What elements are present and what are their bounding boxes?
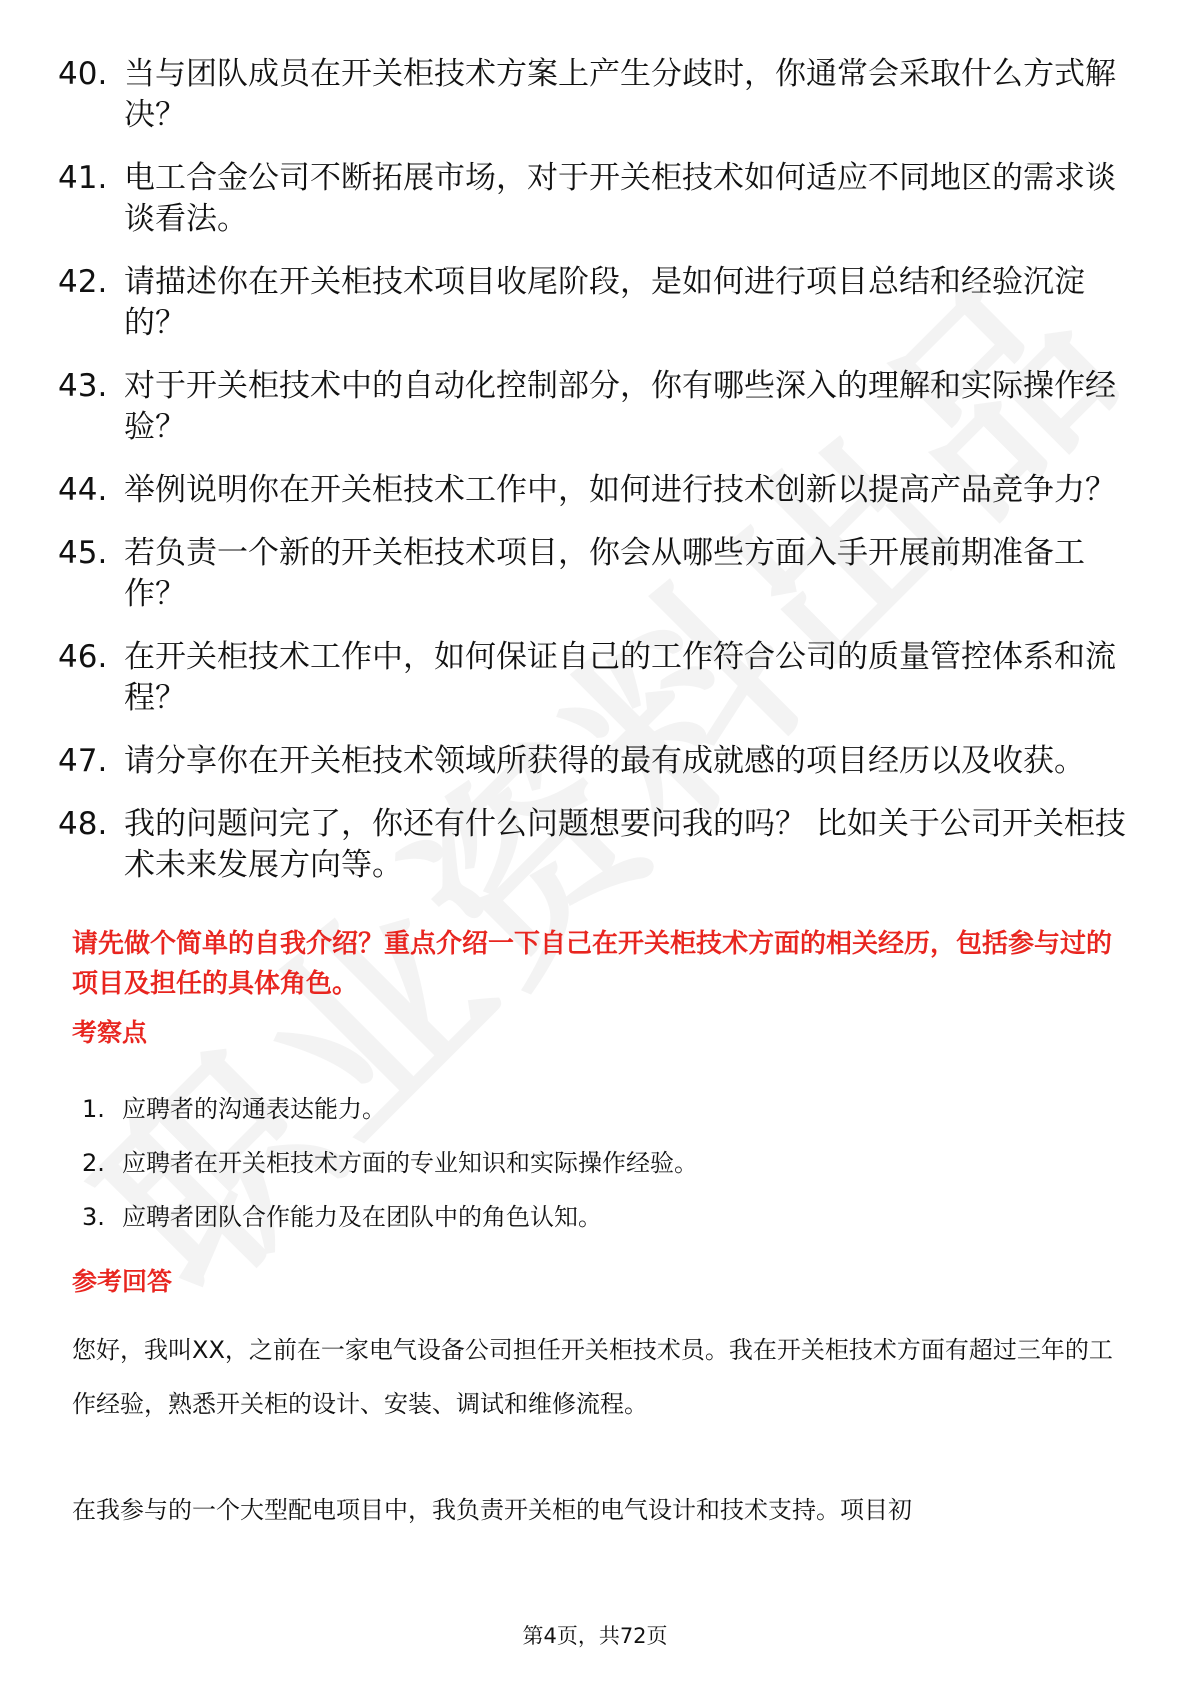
question-text: 在开关柜技术工作中，如何保证自己的工作符合公司的质量管控体系和流程？: [124, 639, 1116, 716]
question-list: [58, 54, 1138, 908]
question-item: [58, 470, 1138, 511]
reference-paragraph: 您好，我叫XX，之前在一家电气设备公司担任开关柜技术员。我在开关柜技术方面有超过三年的工作经验，熟悉开关柜的设计、安装、调试和维修流程。: [72, 1336, 1113, 1418]
question-number: 44.: [58, 472, 108, 508]
reference-heading: 参考回答: [72, 1267, 173, 1296]
assessment-number: 3.: [82, 1203, 105, 1231]
assessment-number: 1.: [82, 1095, 105, 1123]
question-item: [58, 158, 1138, 240]
question-item: [58, 54, 1138, 136]
question-item: [58, 262, 1138, 344]
assessment-text: 应聘者的沟通表达能力。: [122, 1095, 386, 1123]
page-footer: 第4页，共72页: [522, 1624, 668, 1648]
question-item: [58, 804, 1138, 886]
assessment-list: [82, 1082, 698, 1244]
reference-paragraph: 在我参与的一个大型配电项目中，我负责开关柜的电气设计和技术支持。项目初: [72, 1496, 912, 1524]
question-number: 46.: [58, 639, 108, 675]
question-text: 请描述你在开关柜技术项目收尾阶段，是如何进行项目总结和经验沉淀的？: [124, 264, 1085, 341]
featured-question: 请先做个简单的自我介绍？重点介绍一下自己在开关柜技术方面的相关经历，包括参与过的项目及担任的具体角色。: [72, 929, 1113, 999]
question-text: 举例说明你在开关柜技术工作中，如何进行技术创新以提高产品竞争力？: [124, 472, 1116, 508]
assessment-number: 2.: [82, 1149, 105, 1177]
question-text: 请分享你在开关柜技术领域所获得的最有成就感的项目经历以及收获。: [124, 743, 1085, 779]
question-text: 对于开关柜技术中的自动化控制部分，你有哪些深入的理解和实际操作经验？: [124, 368, 1116, 445]
question-number: 48.: [58, 806, 108, 842]
assessment-text: 应聘者在开关柜技术方面的专业知识和实际操作经验。: [122, 1149, 698, 1177]
assessment-item: [82, 1190, 698, 1244]
question-item: [58, 637, 1138, 719]
question-item: [58, 741, 1138, 782]
question-number: 45.: [58, 535, 108, 571]
question-number: 40.: [58, 56, 108, 92]
question-text: 我的问题问完了，你还有什么问题想要问我的吗？ 比如关于公司开关柜技术未来发展方向等。: [124, 806, 1126, 883]
question-number: 41.: [58, 160, 108, 196]
assessment-text: 应聘者团队合作能力及在团队中的角色认知。: [122, 1203, 602, 1231]
assessment-item: [82, 1136, 698, 1190]
question-item: [58, 366, 1138, 448]
assessment-item: [82, 1082, 698, 1136]
question-text: 若负责一个新的开关柜技术项目，你会从哪些方面入手开展前期准备工作？: [124, 535, 1085, 612]
question-text: 当与团队成员在开关柜技术方案上产生分歧时，你通常会采取什么方式解决？: [124, 56, 1116, 133]
question-number: 47.: [58, 743, 108, 779]
assessment-heading: 考察点: [72, 1018, 148, 1047]
question-number: 42.: [58, 264, 108, 300]
question-item: [58, 533, 1138, 615]
question-text: 电工合金公司不断拓展市场，对于开关柜技术如何适应不同地区的需求谈谈看法。: [124, 160, 1116, 237]
question-number: 43.: [58, 368, 108, 404]
